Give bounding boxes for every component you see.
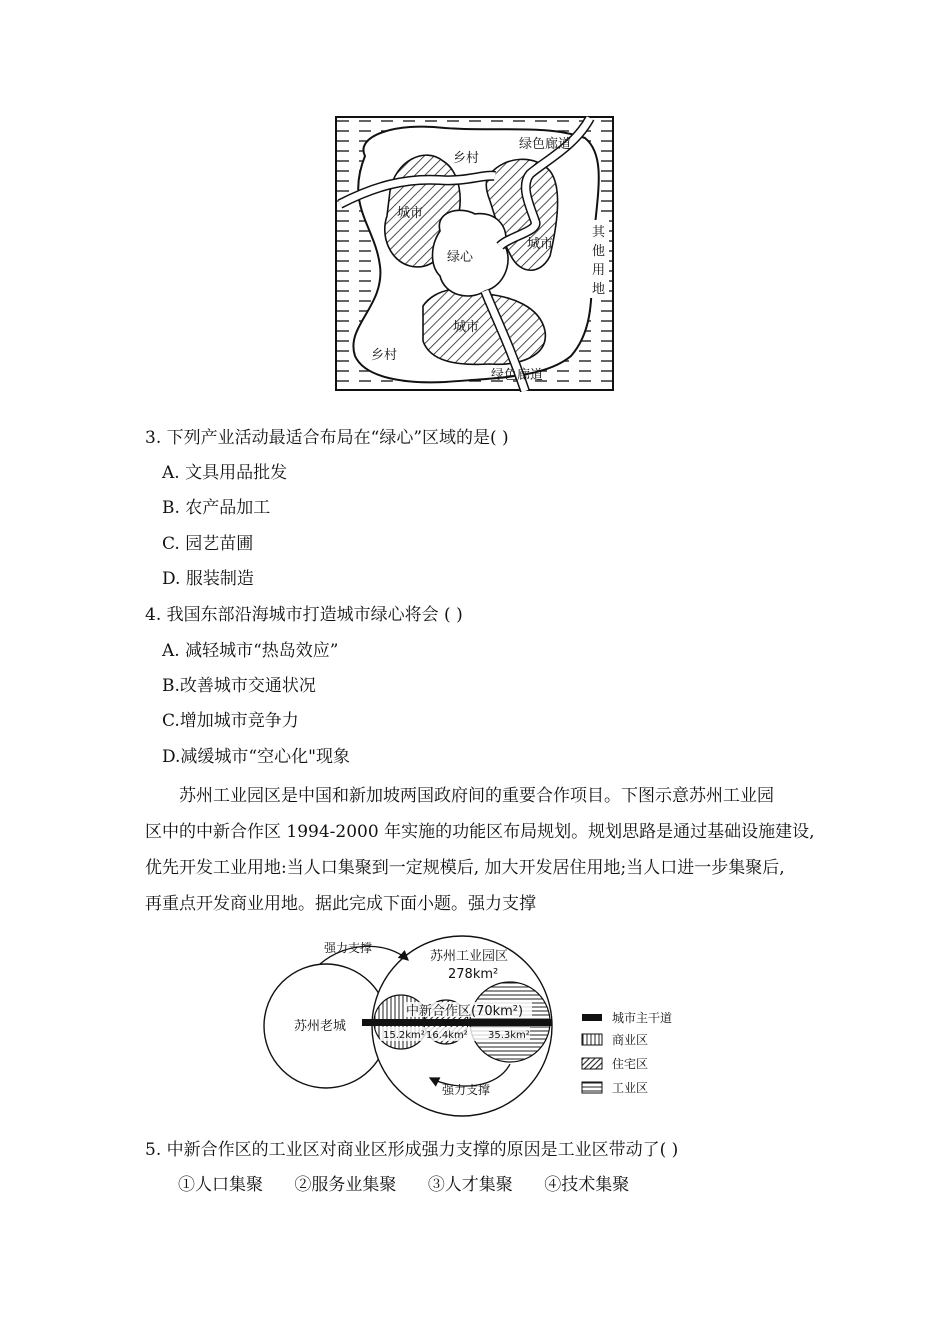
q4-option-c[interactable]: C.增加城市竞争力 (162, 711, 299, 731)
legend-commercial-label: 商业区 (612, 1033, 649, 1047)
question-3-stem: 3. 下列产业活动最适合布局在“绿心”区域的是( ) (145, 428, 509, 448)
area-industrial-label: 35.3km² (488, 1030, 530, 1041)
area-commercial-label: 15.2km² (383, 1030, 425, 1041)
q5-choice-1: ①人口集聚 (178, 1175, 263, 1195)
passage-line: 区中的中新合作区 1994-2000 年实施的功能区布局规划。规划思路是通过基础设施建设, (145, 822, 815, 842)
label-other-land-3: 用 (592, 263, 606, 278)
label-village-bottom: 乡村 (371, 348, 398, 363)
passage-line: 优先开发工业用地:当人口集聚到一定规模后, 加大开发居住用地;当人口进一步集聚后, (145, 858, 785, 878)
label-corridor-bottom: 绿色廊道 (491, 368, 544, 383)
old-city-label: 苏州老城 (294, 1019, 347, 1034)
label-other-land-4: 地 (592, 282, 606, 297)
label-other-land-1: 其 (592, 225, 606, 240)
passage (145, 778, 835, 922)
q3-option-d[interactable]: D. 服装制造 (162, 569, 254, 589)
q4-option-a[interactable]: A. 减轻城市“热岛效应” (162, 641, 339, 661)
green-heart-map (335, 116, 615, 392)
support-label-top: 强力支撑 (324, 941, 373, 955)
question-4-stem: 4. 我国东部沿海城市打造城市绿心将会 ( ) (145, 605, 463, 625)
legend-commercial-swatch (582, 1034, 602, 1045)
label-city-bottom: 城市 (453, 320, 480, 335)
main-road (362, 1019, 552, 1026)
park-area-label: 278km² (448, 967, 499, 982)
zone-name-label: 中新合作区(70km²) (406, 1004, 524, 1019)
legend-road-label: 城市主干道 (612, 1011, 673, 1025)
label-city-right: 城市 (527, 237, 554, 252)
legend-residential-label: 住宅区 (612, 1057, 649, 1071)
suzhou-park-diagram (258, 930, 698, 1118)
passage-line: 再重点开发商业用地。据此完成下面小题。强力支撑 (145, 894, 536, 914)
legend-residential-swatch (582, 1058, 602, 1069)
label-village-top: 乡村 (453, 151, 480, 166)
q3-option-a[interactable]: A. 文具用品批发 (162, 463, 288, 483)
label-green-heart: 绿心 (447, 250, 474, 265)
q5-choice-2: ②服务业集聚 (294, 1175, 397, 1195)
support-label-bottom: 强力支撑 (442, 1083, 491, 1097)
legend-industrial-label: 工业区 (612, 1081, 649, 1095)
area-residential-label: 16.4km² (426, 1030, 468, 1041)
park-name-label: 苏州工业园区 (430, 949, 509, 964)
q5-choices (178, 1174, 655, 1196)
passage-line: 苏州工业园区是中国和新加坡两国政府间的重要合作项目。下图示意苏州工业园 (179, 786, 774, 806)
label-corridor-top: 绿色廊道 (519, 137, 572, 152)
q3-option-c[interactable]: C. 园艺苗圃 (162, 534, 254, 554)
q5-choice-3: ③人才集聚 (427, 1175, 513, 1195)
q5-choice-4: ④技术集聚 (544, 1175, 630, 1195)
question-5-stem: 5. 中新合作区的工业区对商业区形成强力支撑的原因是工业区带动了( ) (145, 1140, 679, 1160)
legend-industrial-swatch (582, 1082, 602, 1093)
legend-road-swatch (582, 1014, 602, 1021)
q3-option-b[interactable]: B. 农产品加工 (162, 498, 271, 518)
label-other-land-2: 他 (592, 244, 606, 259)
q4-option-b[interactable]: B.改善城市交通状况 (162, 676, 316, 696)
label-city-left: 城市 (397, 206, 424, 221)
q4-option-d[interactable]: D.减缓城市“空心化"现象 (162, 747, 350, 767)
